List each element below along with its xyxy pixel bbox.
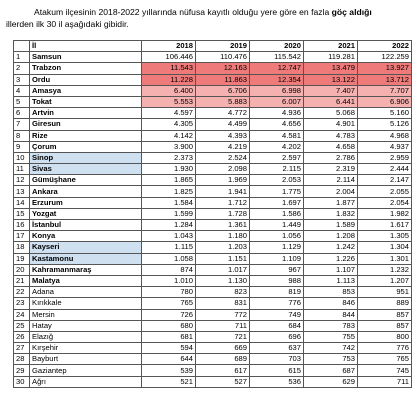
table-row xyxy=(14,130,412,141)
province-name: Elazığ xyxy=(30,331,142,342)
year-value-2019: 1.712 xyxy=(196,197,250,208)
year-value-2018: 1.010 xyxy=(142,275,196,286)
row-number: 16 xyxy=(14,220,30,231)
year-value-2021: 783 xyxy=(304,320,358,331)
year-value-2019: 689 xyxy=(196,354,250,365)
year-value-2020: 2.115 xyxy=(250,164,304,175)
year-value-2022: 1.305 xyxy=(358,231,412,242)
year-value-2019: 2.098 xyxy=(196,164,250,175)
year-value-2019: 721 xyxy=(196,331,250,342)
table-row xyxy=(14,376,412,387)
year-value-2021: 2.786 xyxy=(304,152,358,163)
year-value-2019: 6.706 xyxy=(196,85,250,96)
year-value-2022: 711 xyxy=(358,376,412,387)
year-value-2019: 1.151 xyxy=(196,253,250,264)
year-value-2018: 11.228 xyxy=(142,74,196,85)
row-number: 28 xyxy=(14,354,30,365)
year-value-2020: 988 xyxy=(250,275,304,286)
province-name: İstanbul xyxy=(30,220,142,231)
migration-table xyxy=(13,40,412,388)
year-value-2020: 12.747 xyxy=(250,63,304,74)
year-value-2019: 1.130 xyxy=(196,275,250,286)
province-name: Konya xyxy=(30,231,142,242)
year-value-2021: 7.407 xyxy=(304,85,358,96)
year-value-2020: 6.998 xyxy=(250,85,304,96)
year-value-2022: 6.906 xyxy=(358,96,412,107)
year-value-2022: 1.301 xyxy=(358,253,412,264)
year-value-2020: 1.056 xyxy=(250,231,304,242)
year-value-2020: 1.697 xyxy=(250,197,304,208)
year-value-2022: 122.259 xyxy=(358,52,412,63)
year-value-2018: 681 xyxy=(142,331,196,342)
year-value-2022: 889 xyxy=(358,298,412,309)
row-number: 1 xyxy=(14,52,30,63)
row-number: 9 xyxy=(14,141,30,152)
row-number: 15 xyxy=(14,208,30,219)
year-value-2020: 684 xyxy=(250,320,304,331)
province-name: Trabzon xyxy=(30,63,142,74)
province-name: Kırşehir xyxy=(30,343,142,354)
table-row xyxy=(14,119,412,130)
year-value-2021: 629 xyxy=(304,376,358,387)
table-row xyxy=(14,331,412,342)
year-value-2021: 742 xyxy=(304,343,358,354)
year-value-2022: 2.055 xyxy=(358,186,412,197)
year-value-2020: 4.936 xyxy=(250,108,304,119)
table-row xyxy=(14,164,412,175)
year-value-2018: 1.825 xyxy=(142,186,196,197)
intro-line-1-bold: göç aldığı xyxy=(331,7,372,17)
row-number: 22 xyxy=(14,287,30,298)
year-value-2019: 2.524 xyxy=(196,152,250,163)
year-value-2020: 2.053 xyxy=(250,175,304,186)
province-name: Samsun xyxy=(30,52,142,63)
province-name: Yozgat xyxy=(30,208,142,219)
row-number: 20 xyxy=(14,264,30,275)
year-value-2018: 6.400 xyxy=(142,85,196,96)
table-row xyxy=(14,287,412,298)
table-row xyxy=(14,152,412,163)
row-number: 21 xyxy=(14,275,30,286)
year-value-2020: 703 xyxy=(250,354,304,365)
header-year: 2018 xyxy=(142,41,196,52)
year-value-2018: 521 xyxy=(142,376,196,387)
year-value-2020: 115.542 xyxy=(250,52,304,63)
year-value-2021: 13.122 xyxy=(304,74,358,85)
year-value-2019: 669 xyxy=(196,343,250,354)
year-value-2021: 1.226 xyxy=(304,253,358,264)
row-number: 12 xyxy=(14,175,30,186)
year-value-2020: 2.597 xyxy=(250,152,304,163)
table-row xyxy=(14,141,412,152)
year-value-2020: 6.007 xyxy=(250,96,304,107)
year-value-2019: 5.883 xyxy=(196,96,250,107)
province-name: Hatay xyxy=(30,320,142,331)
year-value-2021: 1.107 xyxy=(304,264,358,275)
year-value-2022: 13.927 xyxy=(358,63,412,74)
province-name: Gaziantep xyxy=(30,365,142,376)
table-row xyxy=(14,220,412,231)
table-row xyxy=(14,231,412,242)
year-value-2018: 539 xyxy=(142,365,196,376)
row-number: 14 xyxy=(14,197,30,208)
year-value-2020: 1.109 xyxy=(250,253,304,264)
year-value-2018: 780 xyxy=(142,287,196,298)
year-value-2021: 1.832 xyxy=(304,208,358,219)
row-number: 25 xyxy=(14,320,30,331)
row-number: 29 xyxy=(14,365,30,376)
row-number: 17 xyxy=(14,231,30,242)
year-value-2019: 1.941 xyxy=(196,186,250,197)
table-row xyxy=(14,275,412,286)
year-value-2020: 819 xyxy=(250,287,304,298)
year-value-2019: 11.863 xyxy=(196,74,250,85)
year-value-2020: 4.581 xyxy=(250,130,304,141)
year-value-2020: 1.775 xyxy=(250,186,304,197)
year-value-2021: 1.113 xyxy=(304,275,358,286)
year-value-2021: 844 xyxy=(304,309,358,320)
row-number: 8 xyxy=(14,130,30,141)
province-name: Kastamonu xyxy=(30,253,142,264)
year-value-2022: 5.126 xyxy=(358,119,412,130)
year-value-2022: 765 xyxy=(358,354,412,365)
province-name: Ankara xyxy=(30,186,142,197)
year-value-2019: 772 xyxy=(196,309,250,320)
year-value-2019: 4.393 xyxy=(196,130,250,141)
year-value-2020: 967 xyxy=(250,264,304,275)
province-name: Gümüşhane xyxy=(30,175,142,186)
row-number: 3 xyxy=(14,74,30,85)
year-value-2021: 4.658 xyxy=(304,141,358,152)
year-value-2019: 4.772 xyxy=(196,108,250,119)
year-value-2022: 800 xyxy=(358,331,412,342)
year-value-2021: 2.004 xyxy=(304,186,358,197)
table-row xyxy=(14,298,412,309)
table-row xyxy=(14,186,412,197)
table-row xyxy=(14,343,412,354)
year-value-2021: 846 xyxy=(304,298,358,309)
year-value-2019: 1.203 xyxy=(196,242,250,253)
table-row xyxy=(14,63,412,74)
province-name: Kahramanmaraş xyxy=(30,264,142,275)
table-row xyxy=(14,208,412,219)
header-il: İl xyxy=(30,41,142,52)
year-value-2020: 776 xyxy=(250,298,304,309)
row-number: 26 xyxy=(14,331,30,342)
year-value-2018: 1.584 xyxy=(142,197,196,208)
year-value-2022: 857 xyxy=(358,320,412,331)
table-row xyxy=(14,253,412,264)
table-row xyxy=(14,354,412,365)
table-body xyxy=(14,52,412,388)
table-row xyxy=(14,320,412,331)
year-value-2020: 749 xyxy=(250,309,304,320)
row-number: 27 xyxy=(14,343,30,354)
table-row xyxy=(14,175,412,186)
year-value-2019: 1.017 xyxy=(196,264,250,275)
province-name: Bayburt xyxy=(30,354,142,365)
year-value-2022: 13.712 xyxy=(358,74,412,85)
year-value-2018: 680 xyxy=(142,320,196,331)
year-value-2018: 594 xyxy=(142,343,196,354)
row-number: 13 xyxy=(14,186,30,197)
row-number: 6 xyxy=(14,108,30,119)
year-value-2019: 527 xyxy=(196,376,250,387)
year-value-2019: 711 xyxy=(196,320,250,331)
year-value-2022: 776 xyxy=(358,343,412,354)
year-value-2018: 765 xyxy=(142,298,196,309)
table-row xyxy=(14,74,412,85)
year-value-2020: 696 xyxy=(250,331,304,342)
table-row xyxy=(14,365,412,376)
year-value-2019: 1.728 xyxy=(196,208,250,219)
row-number: 19 xyxy=(14,253,30,264)
year-value-2022: 745 xyxy=(358,365,412,376)
year-value-2022: 4.968 xyxy=(358,130,412,141)
row-number: 5 xyxy=(14,96,30,107)
province-name: Sinop xyxy=(30,152,142,163)
province-name: Adana xyxy=(30,287,142,298)
year-value-2018: 644 xyxy=(142,354,196,365)
year-value-2022: 951 xyxy=(358,287,412,298)
year-value-2022: 7.707 xyxy=(358,85,412,96)
table-row xyxy=(14,85,412,96)
year-value-2022: 1.207 xyxy=(358,275,412,286)
year-value-2019: 823 xyxy=(196,287,250,298)
row-number: 7 xyxy=(14,119,30,130)
year-value-2018: 874 xyxy=(142,264,196,275)
row-number: 4 xyxy=(14,85,30,96)
year-value-2018: 4.597 xyxy=(142,108,196,119)
year-value-2021: 1.589 xyxy=(304,220,358,231)
province-name: Erzurum xyxy=(30,197,142,208)
header-year: 2020 xyxy=(250,41,304,52)
year-value-2021: 687 xyxy=(304,365,358,376)
year-value-2019: 110.476 xyxy=(196,52,250,63)
year-value-2021: 13.479 xyxy=(304,63,358,74)
province-name: Kırıkkale xyxy=(30,298,142,309)
year-value-2021: 1.208 xyxy=(304,231,358,242)
header-year: 2021 xyxy=(304,41,358,52)
year-value-2019: 1.361 xyxy=(196,220,250,231)
table-row xyxy=(14,197,412,208)
year-value-2018: 3.900 xyxy=(142,141,196,152)
year-value-2021: 1.242 xyxy=(304,242,358,253)
header-year: 2019 xyxy=(196,41,250,52)
province-name: Kayseri xyxy=(30,242,142,253)
year-value-2019: 4.219 xyxy=(196,141,250,152)
year-value-2018: 1.043 xyxy=(142,231,196,242)
year-value-2020: 4.202 xyxy=(250,141,304,152)
year-value-2018: 1.930 xyxy=(142,164,196,175)
row-number: 30 xyxy=(14,376,30,387)
year-value-2018: 1.115 xyxy=(142,242,196,253)
year-value-2018: 4.142 xyxy=(142,130,196,141)
year-value-2019: 1.969 xyxy=(196,175,250,186)
year-value-2018: 1.599 xyxy=(142,208,196,219)
year-value-2022: 2.959 xyxy=(358,152,412,163)
province-name: Çorum xyxy=(30,141,142,152)
province-name: Giresun xyxy=(30,119,142,130)
intro-line-2: illerden ilk 30 il aşağıdaki gibidir. xyxy=(6,19,129,29)
table-row xyxy=(14,242,412,253)
year-value-2022: 2.147 xyxy=(358,175,412,186)
year-value-2018: 1.058 xyxy=(142,253,196,264)
year-value-2021: 4.783 xyxy=(304,130,358,141)
province-name: Ordu xyxy=(30,74,142,85)
year-value-2018: 1.284 xyxy=(142,220,196,231)
province-name: Artvin xyxy=(30,108,142,119)
table-row xyxy=(14,52,412,63)
table-header-row xyxy=(14,41,412,52)
year-value-2020: 12.354 xyxy=(250,74,304,85)
province-name: Malatya xyxy=(30,275,142,286)
province-name: Sivas xyxy=(30,164,142,175)
year-value-2019: 4.499 xyxy=(196,119,250,130)
intro-line-1-text: Atakum ilçesinin 2018-2022 yıllarında nüfusa kayıtlı olduğu yere göre en fazla xyxy=(34,7,332,17)
year-value-2022: 1.617 xyxy=(358,220,412,231)
year-value-2020: 1.449 xyxy=(250,220,304,231)
year-value-2018: 5.553 xyxy=(142,96,196,107)
table-row xyxy=(14,309,412,320)
intro-text xyxy=(6,6,408,30)
year-value-2020: 615 xyxy=(250,365,304,376)
year-value-2020: 1.586 xyxy=(250,208,304,219)
year-value-2019: 12.163 xyxy=(196,63,250,74)
year-value-2022: 857 xyxy=(358,309,412,320)
year-value-2018: 2.373 xyxy=(142,152,196,163)
row-number: 2 xyxy=(14,63,30,74)
header-no xyxy=(14,41,30,52)
row-number: 18 xyxy=(14,242,30,253)
table-row xyxy=(14,264,412,275)
year-value-2018: 1.865 xyxy=(142,175,196,186)
year-value-2021: 753 xyxy=(304,354,358,365)
row-number: 24 xyxy=(14,309,30,320)
year-value-2018: 4.305 xyxy=(142,119,196,130)
year-value-2021: 5.068 xyxy=(304,108,358,119)
year-value-2021: 2.114 xyxy=(304,175,358,186)
year-value-2018: 11.543 xyxy=(142,63,196,74)
year-value-2021: 853 xyxy=(304,287,358,298)
table-row xyxy=(14,108,412,119)
year-value-2022: 1.304 xyxy=(358,242,412,253)
year-value-2019: 617 xyxy=(196,365,250,376)
header-year: 2022 xyxy=(358,41,412,52)
intro-line-1 xyxy=(6,6,408,18)
year-value-2021: 1.877 xyxy=(304,197,358,208)
year-value-2021: 4.901 xyxy=(304,119,358,130)
province-name: Rize xyxy=(30,130,142,141)
year-value-2022: 5.160 xyxy=(358,108,412,119)
year-value-2020: 1.129 xyxy=(250,242,304,253)
year-value-2020: 536 xyxy=(250,376,304,387)
year-value-2022: 1.982 xyxy=(358,208,412,219)
year-value-2018: 726 xyxy=(142,309,196,320)
year-value-2020: 4.656 xyxy=(250,119,304,130)
year-value-2018: 106.446 xyxy=(142,52,196,63)
year-value-2019: 831 xyxy=(196,298,250,309)
province-name: Ağrı xyxy=(30,376,142,387)
year-value-2021: 6.441 xyxy=(304,96,358,107)
province-name: Mersin xyxy=(30,309,142,320)
year-value-2020: 637 xyxy=(250,343,304,354)
year-value-2021: 2.319 xyxy=(304,164,358,175)
year-value-2021: 119.281 xyxy=(304,52,358,63)
year-value-2022: 4.937 xyxy=(358,141,412,152)
year-value-2019: 1.180 xyxy=(196,231,250,242)
row-number: 23 xyxy=(14,298,30,309)
table-row xyxy=(14,96,412,107)
province-name: Tokat xyxy=(30,96,142,107)
row-number: 10 xyxy=(14,152,30,163)
year-value-2021: 755 xyxy=(304,331,358,342)
year-value-2022: 2.054 xyxy=(358,197,412,208)
year-value-2022: 2.444 xyxy=(358,164,412,175)
year-value-2022: 1.232 xyxy=(358,264,412,275)
province-name: Amasya xyxy=(30,85,142,96)
row-number: 11 xyxy=(14,164,30,175)
